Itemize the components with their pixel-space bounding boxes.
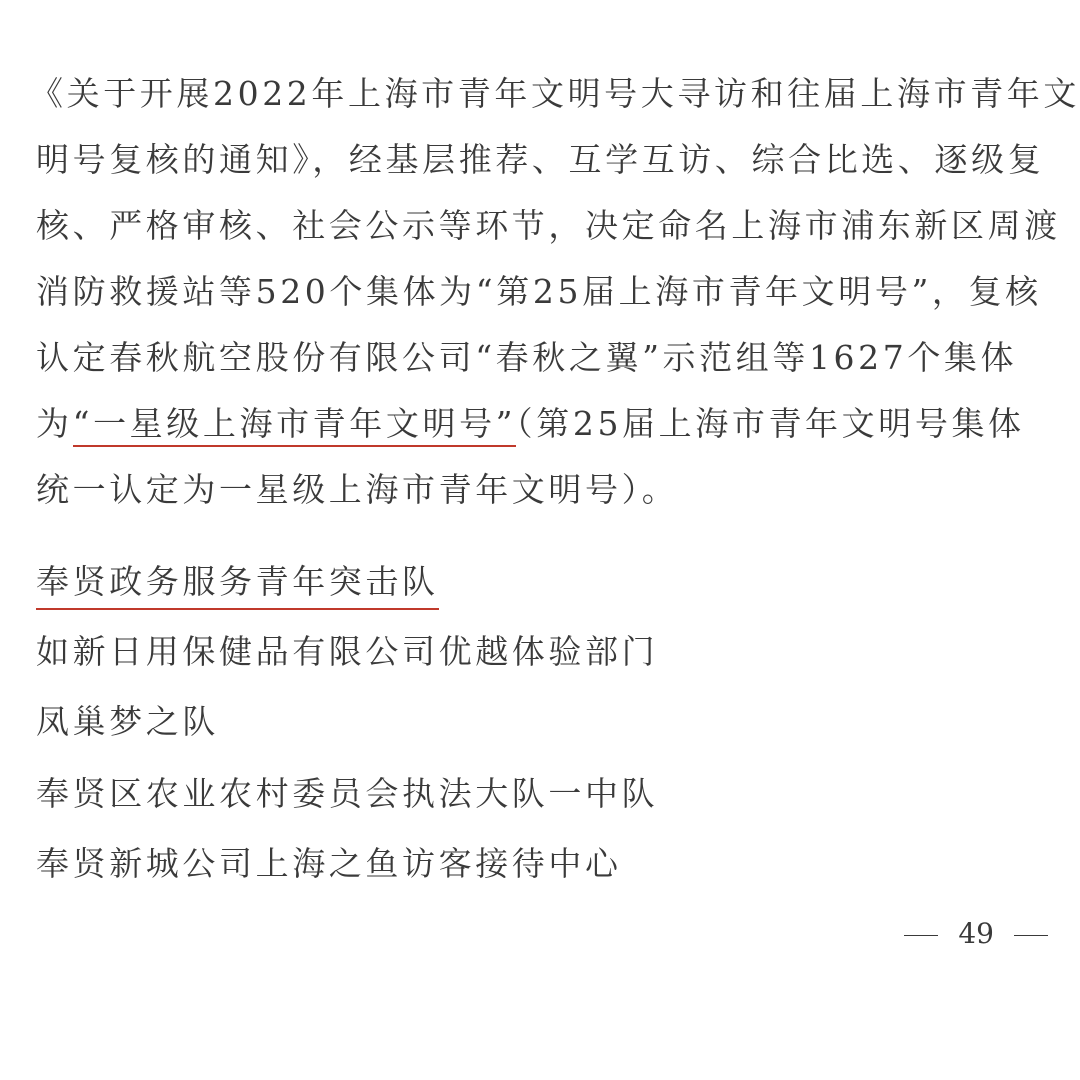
list-item: 奉贤区农业农村委员会执法大队一中队 <box>36 774 659 813</box>
paragraph-line-1: 《关于开展2022年上海市青年文明号大寻访和往届上海市青年文 <box>30 74 1080 113</box>
paragraph-line-6 <box>36 404 1036 444</box>
paragraph-line-7: 统一认定为一星级上海市青年文明号）。 <box>36 470 679 509</box>
list-item-underlined: 奉贤政务服务青年突击队 <box>36 562 439 610</box>
list-item: 奉贤新城公司上海之鱼访客接待中心 <box>36 844 622 883</box>
paragraph-line-6-prefix: 为 <box>36 404 73 443</box>
paragraph-line-2: 明号复核的通知》，经基层推荐、互学互访、综合比选、逐级复 <box>36 140 1045 179</box>
paragraph-line-5: 认定春秋航空股份有限公司“春秋之翼”示范组等1627个集体 <box>36 338 1018 377</box>
page-footer <box>884 914 1068 954</box>
paragraph-line-3: 核、严格审核、社会公示等环节，决定命名上海市浦东新区周渡 <box>36 206 1061 245</box>
list-item: 凤巢梦之队 <box>36 702 219 741</box>
footer-dash-left <box>904 935 938 936</box>
paragraph-line-4: 消防救援站等520个集体为“第25届上海市青年文明号”，复核 <box>36 272 1042 311</box>
underlined-title: “一星级上海市青年文明号” <box>73 404 517 447</box>
page-number: 49 <box>958 917 994 950</box>
footer-dash-right <box>1014 935 1048 936</box>
paragraph-line-6-suffix: （第25届上海市青年文明号集体 <box>516 404 1025 443</box>
list-item: 如新日用保健品有限公司优越体验部门 <box>36 632 659 671</box>
